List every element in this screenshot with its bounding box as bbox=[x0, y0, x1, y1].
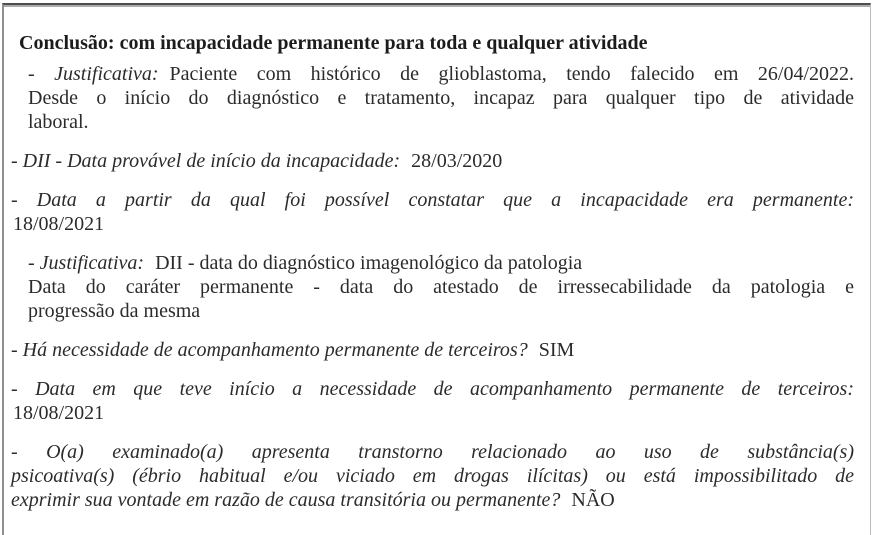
text-line: psicoativa(s) (ébrio habitual e/ou viciado em drogas ilícitas) ou está impossibilitado de bbox=[11, 465, 854, 487]
field-data-acompanhamento bbox=[11, 377, 854, 425]
field-dii-value: 28/03/2020 bbox=[411, 150, 503, 172]
text-line bbox=[11, 488, 854, 512]
field-data-acompanhamento-value: 18/08/2021 bbox=[13, 402, 105, 424]
text-line: laboral. bbox=[28, 111, 89, 133]
field-acompanhamento bbox=[11, 338, 854, 362]
field-acompanhamento-value: SIM bbox=[538, 339, 575, 361]
text-line: Data do caráter permanente - data do atestado de irressecabilidade da patologia e bbox=[28, 276, 854, 298]
field-transtorno bbox=[11, 440, 854, 512]
text-line: - O(a) examinado(a) apresenta transtorno relacionado ao uso de substância(s) bbox=[11, 441, 854, 463]
field-data-permanente bbox=[11, 188, 854, 236]
conclusion-title: Conclusão: com incapacidade permanente para toda e qualquer atividade bbox=[19, 32, 648, 54]
field-acompanhamento-label: - Há necessidade de acompanhamento permanente de terceiros? bbox=[11, 339, 528, 361]
justificativa-paragraph-2 bbox=[28, 251, 854, 323]
field-data-permanente-value: 18/08/2021 bbox=[13, 213, 105, 235]
text-line bbox=[28, 251, 854, 275]
justificativa-text: DII - data do diagnóstico imagenológico da patologia bbox=[155, 252, 583, 274]
report-conclusion-box bbox=[2, 3, 871, 535]
justificativa-label: - Justificativa: bbox=[28, 252, 145, 274]
field-dii-label: - DII - Data provável de início da incapacidade: bbox=[11, 150, 401, 172]
justificativa-paragraph-1 bbox=[28, 62, 854, 134]
text-line bbox=[28, 62, 854, 86]
field-transtorno-question-end: exprimir sua vontade em razão de causa transitória ou permanente? bbox=[11, 489, 561, 511]
text-line: progressão da mesma bbox=[28, 300, 201, 322]
field-data-acompanhamento-label: - Data em que teve início a necessidade de acompanhamento permanente de terceiros: bbox=[11, 378, 854, 400]
field-data-permanente-label: - Data a partir da qual foi possível constatar que a incapacidade era permanente: bbox=[11, 189, 854, 211]
field-dii bbox=[11, 149, 854, 173]
text-line: Desde o início do diagnóstico e tratamento, incapaz para qualquer tipo de atividade bbox=[28, 87, 854, 109]
justificativa-label: - Justificativa: bbox=[28, 63, 159, 85]
justificativa-text: Paciente com histórico de glioblastoma, tendo falecido em 26/04/2022. bbox=[169, 63, 855, 85]
field-transtorno-value: NÃO bbox=[571, 489, 615, 511]
